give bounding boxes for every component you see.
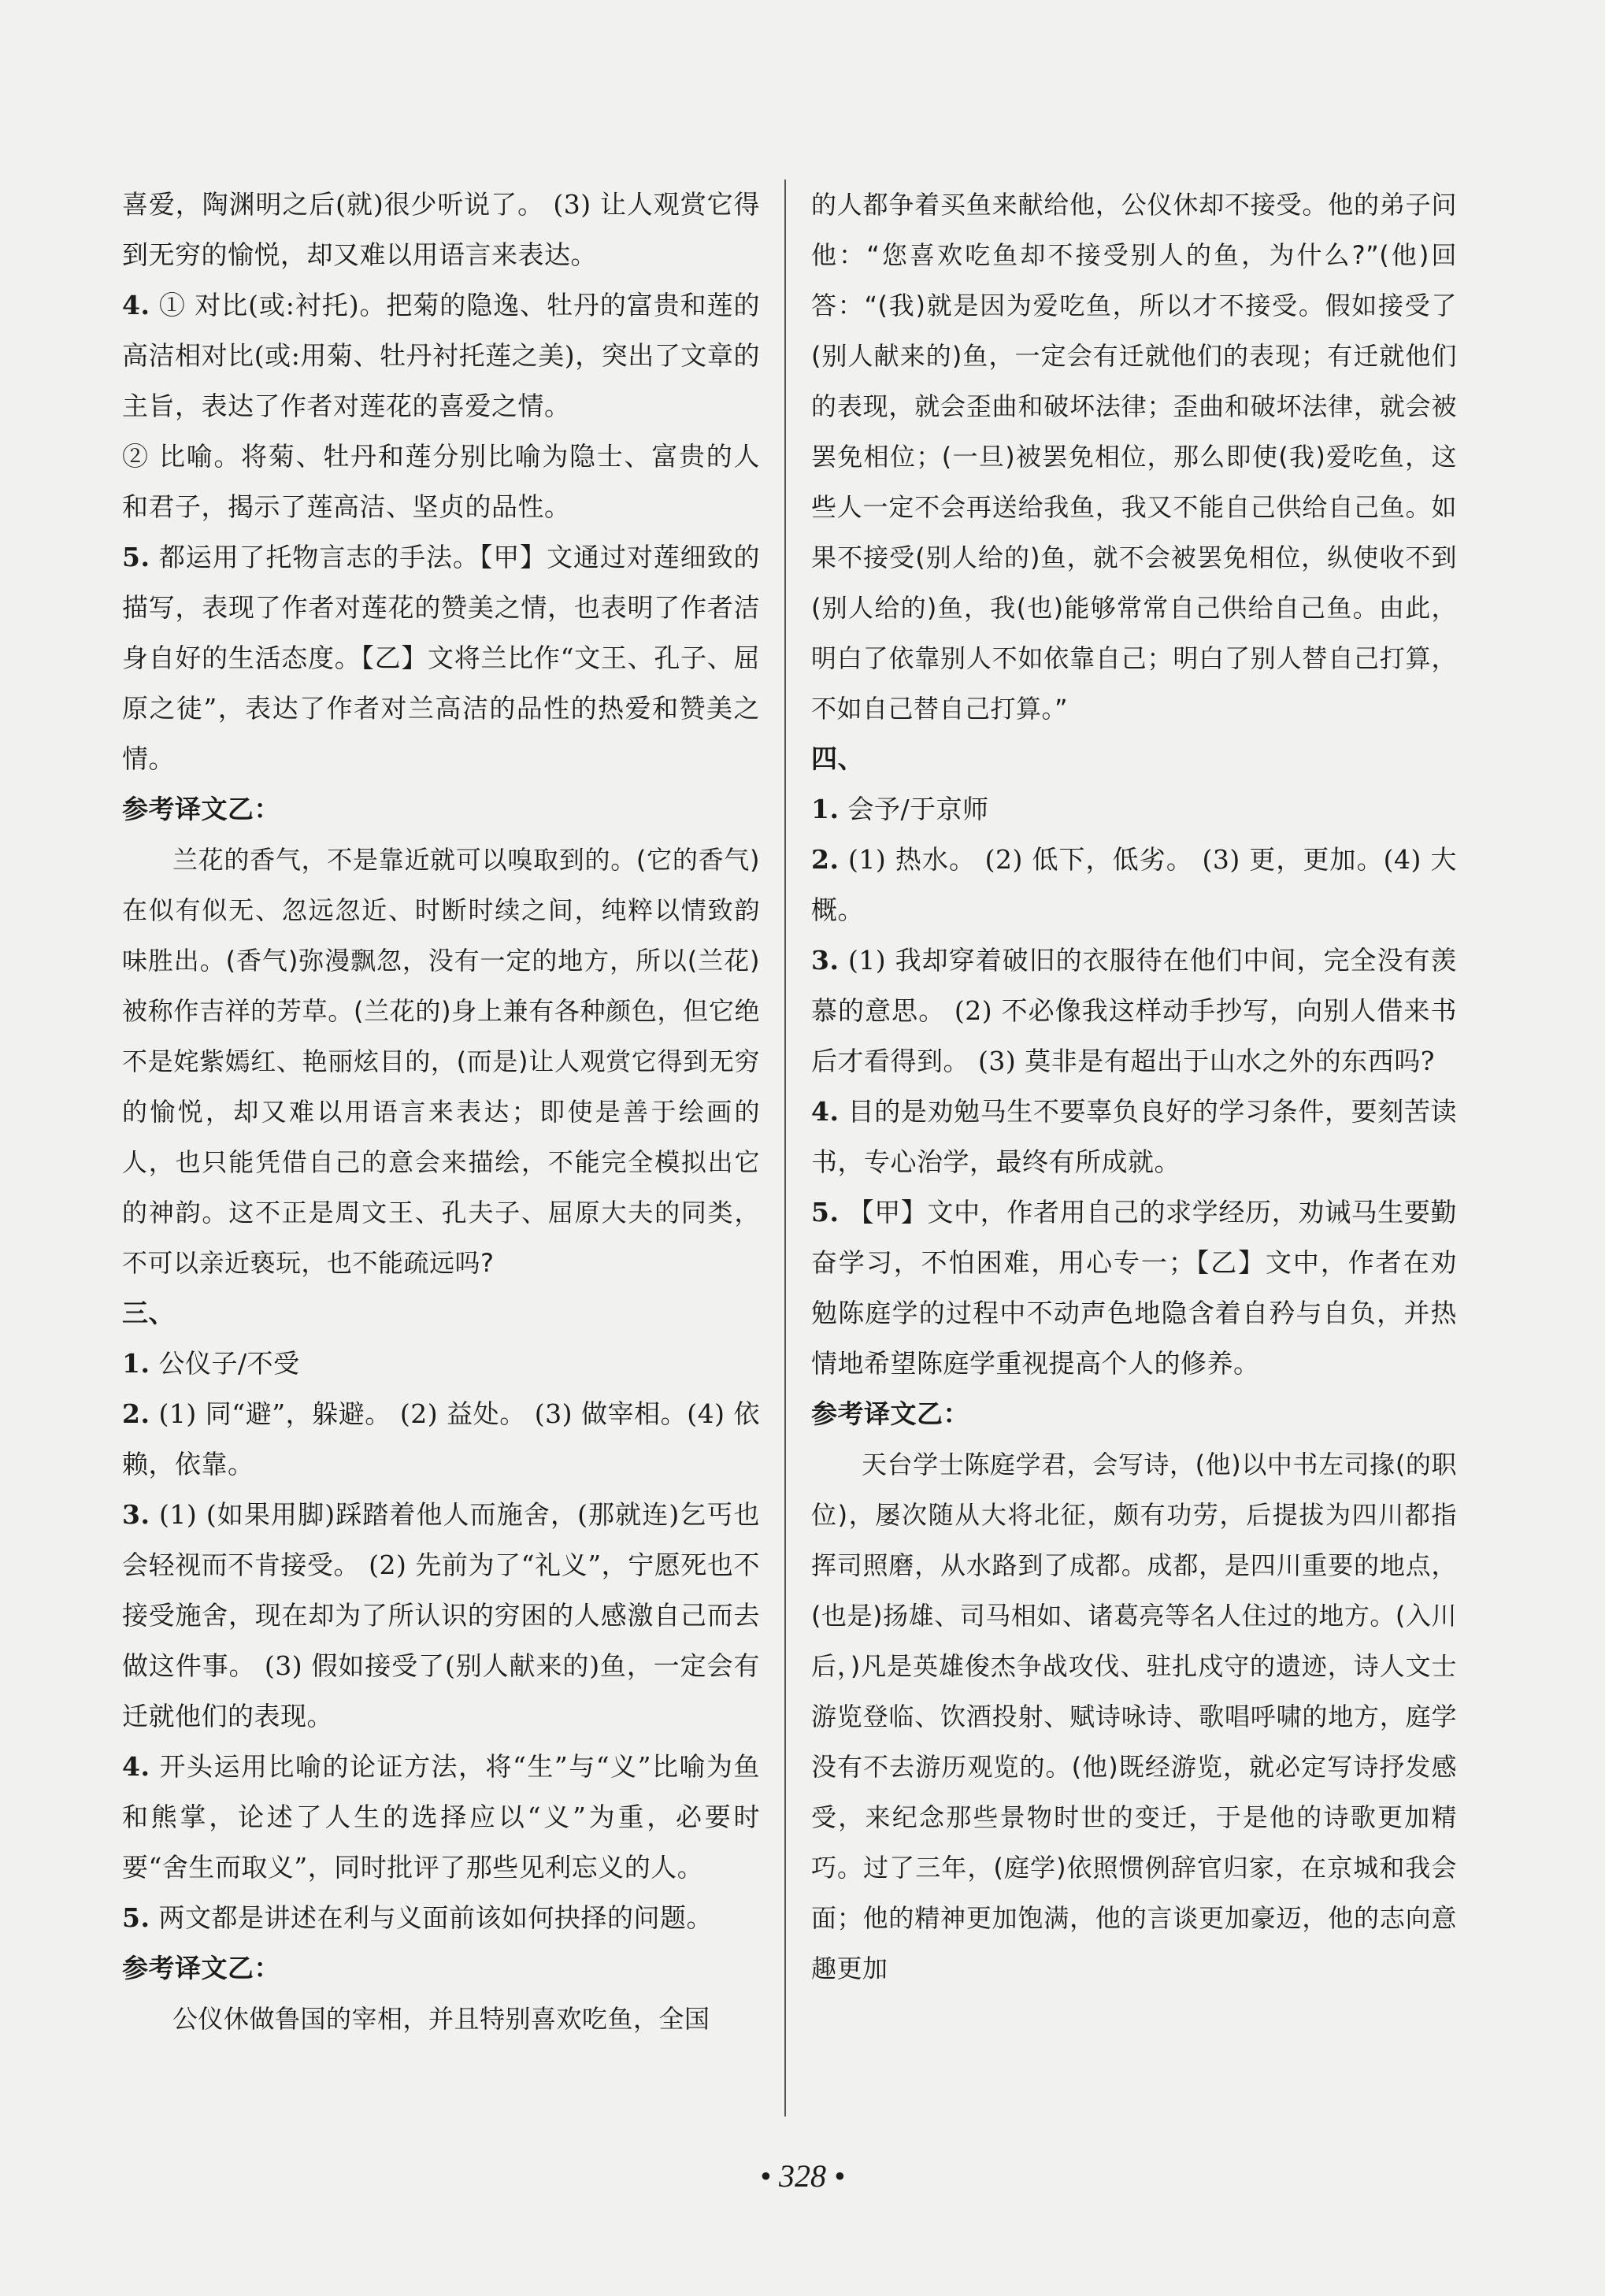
right-para-4 [811, 935, 1457, 1087]
left-para-0: 喜爱，陶渊明之后(就)很少听说了。 (3) 让人观赏它得到无穷的愉悦，却又难以用语言来表达。 [122, 189, 760, 270]
item-number: 4. [811, 1096, 840, 1127]
item-text: 目的是劝勉马生不要辜负良好的学习条件，要刻苦读书，专心治学，最终有所成就。 [811, 1096, 1457, 1177]
translation-text: 天台学士陈庭学君，会写诗，(他)以中书左司掾(的职位)，屡次随从大将北征，颇有功劳，后提拔为四川都指挥司照磨，从水路到了成都。成都，是四川重要的地点，(也是)扬雄、司马相如、诸葛亮等名人住过的地方。(入川后，)凡是英雄俊杰争战攻伐、驻扎戍守的遗迹，诗人文士游览登临、饮酒投射、赋诗咏诗、歌唱呼啸的地方，庭学没有不去游历观览的。(他)既经游览，就必定写诗抒发感受，来纪念那些景物时世的变迁，于是他的诗歌更加精巧。过了三年，(庭学)依照惯例辞官归家，在京城和我会面；他的精神更加饱满，他的言谈更加豪迈，他的志向意趣更加 [811, 1450, 1457, 1983]
right-para-2 [811, 784, 1457, 835]
right-para-6 [811, 1187, 1457, 1389]
left-column [122, 180, 760, 2044]
item-number: 5. [811, 1197, 840, 1228]
translation-text: 的人都争着买鱼来献给他，公仪休却不接受。他的弟子问他：“您喜欢吃鱼却不接受别人的鱼，为什么?”(他)回答：“(我)就是因为爱吃鱼，所以才不接受。假如接受了(别人献来的)鱼，一定会有迁就他们的表现；有迁就他们的表现，就会歪曲和破坏法律；歪曲和破坏法律，就会被罢免相位；(一旦)被罢免相位，那么即使(我)爱吃鱼，这些人一定不会再送给我鱼，我又不能自己供给自己鱼。如果不接受(别人给的)鱼，就不会被罢免相位，纵使收不到(别人给的)鱼，我(也)能够常常自己供给自己鱼。由此，明白了依靠别人不如依靠自己；明白了别人替自己打算，不如自己替自己打算。” [811, 190, 1457, 724]
item-number: 3. [122, 1499, 150, 1530]
item-number: 1. [122, 1348, 150, 1379]
left-para-3 [122, 532, 760, 784]
item-number: 2. [811, 844, 840, 875]
item-text: 【甲】文中，作者用自己的求学经历，劝诫马生要勤奋学习，不怕困难，用心专一；【乙】文中，作者在劝勉陈庭学的过程中不动声色地隐含着自矜与自负，并热情地希望陈庭学重视提高个人的修养。 [811, 1197, 1457, 1379]
item-text: 公仪子/不受 [158, 1348, 300, 1379]
item-number: 2. [122, 1398, 150, 1429]
right-column [811, 180, 1457, 1994]
left-para-9 [122, 1490, 760, 1742]
item-number: 3. [811, 945, 840, 976]
right-para-5 [811, 1087, 1457, 1187]
page-number: • 328 • [759, 2158, 845, 2194]
item-text: (1) 热水。 (2) 低下，低劣。 (3) 更，更加。(4) 大概。 [811, 844, 1457, 925]
left-para-11 [122, 1893, 760, 1943]
section-heading: 参考译文乙： [811, 1398, 969, 1429]
section-heading: 参考译文乙： [122, 794, 280, 824]
left-para-8 [122, 1389, 760, 1490]
item-text: (1) 我却穿着破旧的衣服待在他们中间，完全没有羡慕的意思。 (2) 不必像我这样动手抄写，向别人借来书后才看得到。 (3) 莫非是有超出于山水之外的东西吗? [811, 945, 1457, 1076]
section-heading: 参考译文乙： [122, 1953, 280, 1983]
item-number: 5. [122, 542, 150, 572]
item-text: 都运用了托物言志的手法。【甲】文通过对莲细致的描写，表现了作者对莲花的赞美之情，也表明了作者洁身自好的生活态度。【乙】文将兰比作“文王、孔子、屈原之徒”，表达了作者对兰高洁的品性的热爱和赞美之情。 [122, 542, 760, 774]
translation-text: 公仪休做鲁国的宰相，并且特别喜欢吃鱼，全国 [172, 2004, 710, 2034]
item-text: 两文都是讲述在利与义面前该如何抉择的问题。 [158, 1902, 713, 1933]
item-number: 5. [122, 1902, 150, 1933]
item-text: (1) 同“避”，躲避。 (2) 益处。 (3) 做宰相。(4) 依赖，依靠。 [122, 1398, 760, 1479]
right-para-3 [811, 835, 1457, 935]
column-divider [784, 180, 786, 2116]
item-text: (1) (如果用脚)踩踏着他人而施舍，(那就连)乞丐也会轻视而不肯接受。 (2) 先前为了“礼义”，宁愿死也不接受施舍，现在却为了所认识的穷困的人感激自己而去做这件事。 (3) 假如接受了(别人献来的)鱼，一定会有迁就他们的表现。 [122, 1499, 760, 1731]
item-text: 开头运用比喻的论证方法，将“生”与“义”比喻为鱼和熊掌，论述了人生的选择应以“义”为重，必要时要“舍生而取义”，同时批评了那些见利忘义的人。 [122, 1751, 760, 1883]
left-para-2: ② 比喻。将菊、牡丹和莲分别比喻为隐士、富贵的人和君子，揭示了莲高洁、坚贞的品性。 [122, 441, 760, 522]
left-para-1 [122, 280, 760, 431]
left-para-7 [122, 1339, 760, 1389]
item-number: 4. [122, 1751, 150, 1782]
left-para-10 [122, 1742, 760, 1893]
item-number: 1. [811, 794, 840, 824]
section-heading: 四、 [811, 743, 864, 774]
translation-text: 兰花的香气，不是靠近就可以嗅取到的。(它的香气)在似有似无、忽远忽近、时断时续之间，纯粹以情致韵味胜出。(香气)弥漫飘忽，没有一定的地方，所以(兰花)被称作吉祥的芳草。(兰花的)身上兼有各种颜色，但它绝不是姹紫嫣红、艳丽炫目的，(而是)让人观赏它得到无穷的愉悦，却又难以用语言来表达；即使是善于绘画的人，也只能凭借自己的意会来描绘，不能完全模拟出它的神韵。这不正是周文王、孔夫子、屈原大夫的同类，不可以亲近亵玩，也不能疏远吗? [122, 845, 760, 1278]
section-heading: 三、 [122, 1298, 175, 1328]
item-number: 4. [122, 290, 150, 320]
item-text: 会予/于京师 [847, 794, 989, 824]
item-text: ① 对比(或:衬托)。把菊的隐逸、牡丹的富贵和莲的高洁相对比(或:用菊、牡丹衬托莲之美)，突出了文章的主旨，表达了作者对莲花的喜爱之情。 [122, 290, 760, 421]
